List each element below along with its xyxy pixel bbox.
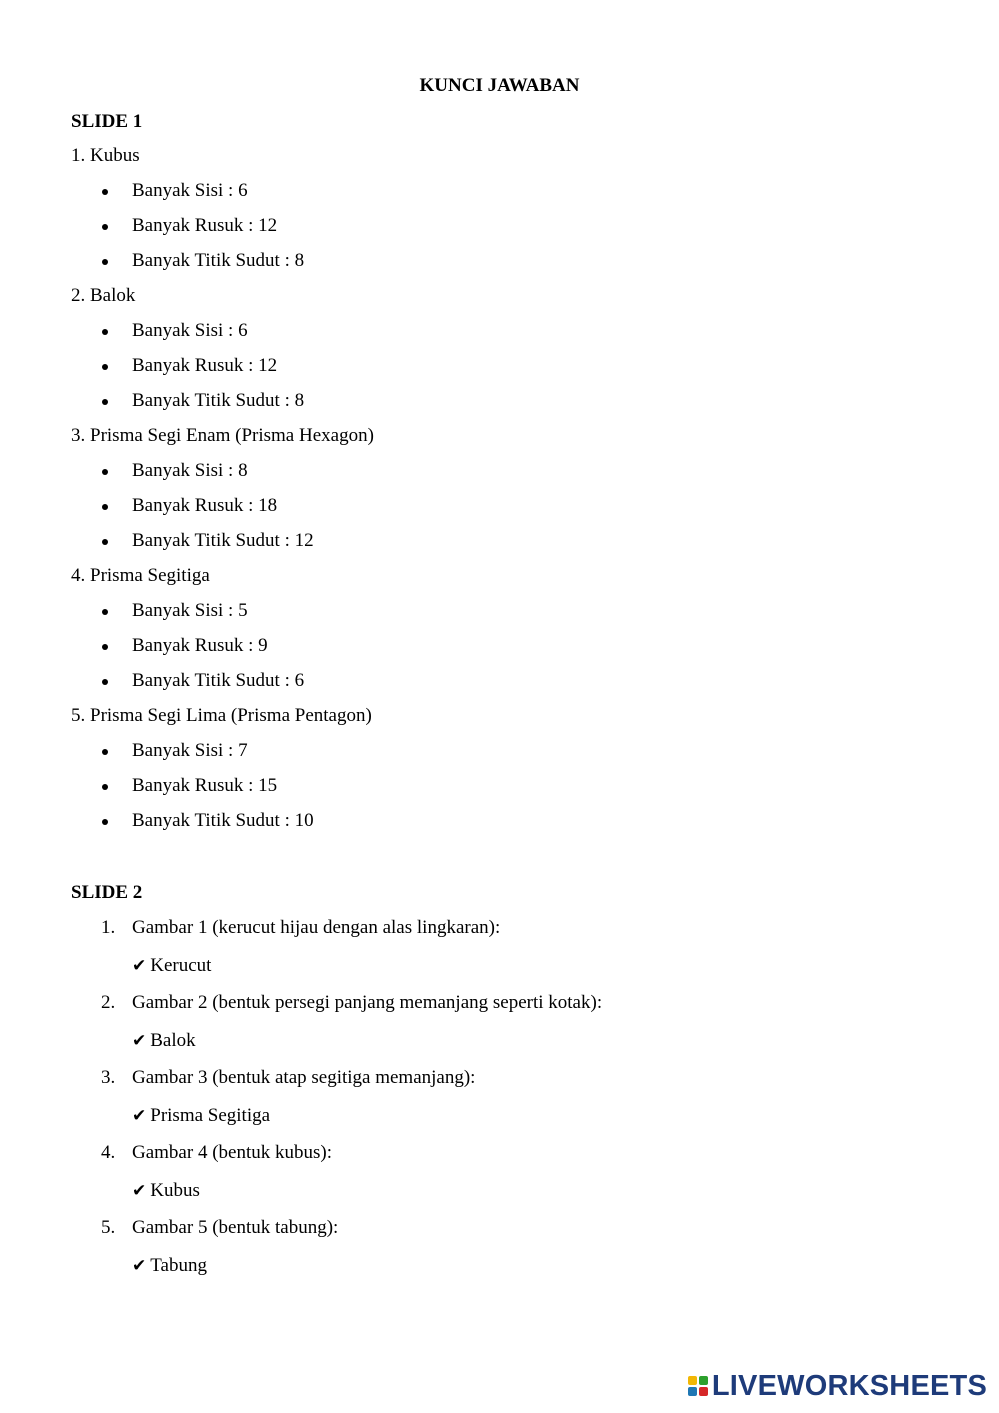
shape-title: 5. Prisma Segi Lima (Prisma Pentagon) bbox=[71, 705, 372, 726]
property-item: Banyak Sisi : 6 bbox=[71, 319, 931, 354]
question-text: 2. Gambar 2 (bentuk persegi panjang memanjang seperti kotak): bbox=[101, 992, 603, 1013]
property-item: Banyak Titik Sudut : 12 bbox=[71, 529, 931, 564]
check-icon: ✔ bbox=[132, 956, 147, 976]
property-item: Banyak Sisi : 6 bbox=[71, 179, 931, 214]
check-icon: ✔ bbox=[132, 1256, 147, 1276]
property-item: Banyak Sisi : 7 bbox=[71, 739, 931, 774]
question-item bbox=[71, 1066, 931, 1141]
bullet-icon bbox=[102, 609, 108, 615]
property-item: Banyak Titik Sudut : 8 bbox=[71, 249, 931, 284]
question-number: 5. bbox=[101, 1217, 116, 1238]
property-list bbox=[71, 599, 931, 704]
bullet-icon bbox=[102, 784, 108, 790]
shape-title: 1. Kubus bbox=[71, 145, 140, 166]
question-number: 3. bbox=[101, 1067, 116, 1088]
bullet-icon bbox=[102, 644, 108, 650]
logo-text: LIVEWORKSHEETS bbox=[711, 1370, 987, 1402]
question-item bbox=[71, 991, 931, 1066]
slide2-question-list bbox=[71, 916, 931, 1291]
bullet-icon bbox=[102, 189, 108, 195]
question-item bbox=[71, 1141, 931, 1216]
answer-text: ✔ Balok bbox=[132, 1030, 196, 1051]
shape-block-prisma-segi-enam bbox=[71, 424, 931, 564]
property-item: Banyak Rusuk : 12 bbox=[71, 354, 931, 389]
shape-block-kubus bbox=[71, 144, 931, 284]
property-item: Banyak Rusuk : 18 bbox=[71, 494, 931, 529]
property-list bbox=[71, 179, 931, 284]
bullet-icon bbox=[102, 329, 108, 335]
question-text: 3. Gambar 3 (bentuk atap segitiga memanjang): bbox=[101, 1067, 476, 1088]
property-item: Banyak Sisi : 8 bbox=[71, 459, 931, 494]
question-number: 2. bbox=[101, 992, 116, 1013]
shape-block-balok bbox=[71, 284, 931, 424]
answer-text: ✔ Kerucut bbox=[132, 955, 212, 976]
bullet-icon bbox=[102, 504, 108, 510]
property-item: Banyak Sisi : 5 bbox=[71, 599, 931, 634]
property-list bbox=[71, 319, 931, 424]
check-icon: ✔ bbox=[132, 1031, 147, 1051]
question-item bbox=[71, 1216, 931, 1291]
logo-mark-icon bbox=[688, 1376, 708, 1396]
bullet-icon bbox=[102, 749, 108, 755]
shape-block-prisma-segi-lima bbox=[71, 704, 931, 844]
shape-block-prisma-segitiga bbox=[71, 564, 931, 704]
liveworksheets-logo bbox=[688, 1371, 987, 1401]
answer-text: ✔ Prisma Segitiga bbox=[132, 1105, 271, 1126]
bullet-icon bbox=[102, 679, 108, 685]
bullet-icon bbox=[102, 399, 108, 405]
answer-text: ✔ Tabung bbox=[132, 1255, 207, 1276]
logo-square bbox=[688, 1376, 697, 1385]
logo-square bbox=[699, 1387, 708, 1396]
question-item bbox=[71, 916, 931, 991]
logo-square bbox=[688, 1387, 697, 1396]
page-title: KUNCI JAWABAN bbox=[419, 75, 580, 96]
bullet-icon bbox=[102, 819, 108, 825]
answer-text: ✔ Kubus bbox=[132, 1180, 200, 1201]
bullet-icon bbox=[102, 364, 108, 370]
property-list bbox=[71, 739, 931, 844]
bullet-icon bbox=[102, 469, 108, 475]
property-item: Banyak Rusuk : 15 bbox=[71, 774, 931, 809]
slide1-section bbox=[71, 144, 931, 844]
property-item: Banyak Rusuk : 9 bbox=[71, 634, 931, 669]
shape-title: 3. Prisma Segi Enam (Prisma Hexagon) bbox=[71, 425, 374, 446]
property-item: Banyak Rusuk : 12 bbox=[71, 214, 931, 249]
slide2-heading: SLIDE 2 bbox=[71, 882, 143, 903]
question-text: 1. Gambar 1 (kerucut hijau dengan alas lingkaran): bbox=[101, 917, 501, 938]
question-text: 4. Gambar 4 (bentuk kubus): bbox=[101, 1142, 332, 1163]
shape-title: 2. Balok bbox=[71, 285, 136, 306]
property-item: Banyak Titik Sudut : 8 bbox=[71, 389, 931, 424]
bullet-icon bbox=[102, 224, 108, 230]
question-number: 4. bbox=[101, 1142, 116, 1163]
question-number: 1. bbox=[101, 917, 116, 938]
property-item: Banyak Titik Sudut : 6 bbox=[71, 669, 931, 704]
check-icon: ✔ bbox=[132, 1181, 147, 1201]
shape-title: 4. Prisma Segitiga bbox=[71, 565, 210, 586]
property-list bbox=[71, 459, 931, 564]
logo-square bbox=[699, 1376, 708, 1385]
slide1-heading: SLIDE 1 bbox=[71, 111, 143, 132]
check-icon: ✔ bbox=[132, 1106, 147, 1126]
bullet-icon bbox=[102, 259, 108, 265]
bullet-icon bbox=[102, 539, 108, 545]
question-text: 5. Gambar 5 (bentuk tabung): bbox=[101, 1217, 339, 1238]
property-item: Banyak Titik Sudut : 10 bbox=[71, 809, 931, 844]
